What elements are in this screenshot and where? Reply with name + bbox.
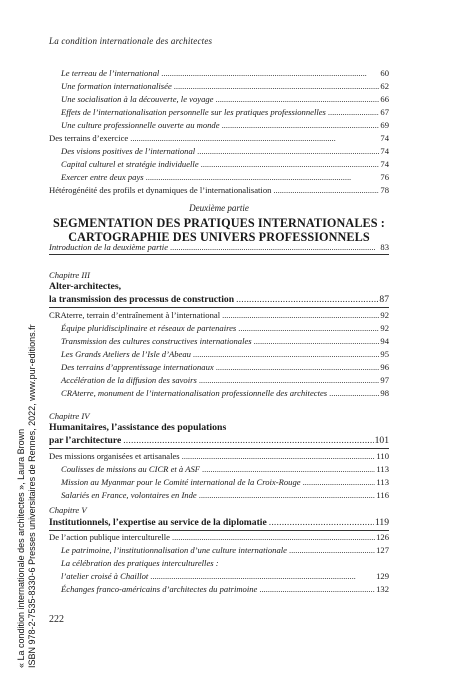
toc-entry[interactable] bbox=[61, 171, 389, 183]
toc-entry-page: 74 bbox=[380, 133, 389, 143]
toc-entry-title: De l’action publique interculturelle bbox=[49, 532, 170, 542]
dot-leader bbox=[273, 184, 379, 196]
toc-entry-page: 126 bbox=[376, 532, 389, 542]
toc-entry-page: 83 bbox=[380, 242, 389, 252]
toc-entry[interactable] bbox=[61, 119, 389, 131]
side-credit bbox=[16, 324, 60, 668]
toc-entry-title: Accélération de la diffusion des savoirs bbox=[61, 375, 197, 385]
toc-entry-title: Salariés en France, volontaires en Inde bbox=[61, 490, 197, 500]
toc-entry[interactable] bbox=[61, 387, 389, 399]
dot-leader bbox=[328, 106, 380, 118]
side-credit-line: « La condition internationale des architectes », Laura Brown bbox=[16, 428, 26, 668]
toc-entry-title: Les Grands Ateliers de l’Isle d’Abeau bbox=[61, 349, 191, 359]
toc-entry-page: 74 bbox=[380, 146, 389, 156]
dot-leader bbox=[146, 171, 380, 183]
toc-entry[interactable] bbox=[61, 67, 389, 79]
dot-leader bbox=[172, 531, 375, 543]
chapter-title: la transmission des processus de construction bbox=[49, 294, 235, 305]
toc-entry[interactable] bbox=[61, 361, 389, 373]
toc-entry[interactable] bbox=[49, 241, 389, 253]
toc-entry[interactable] bbox=[61, 80, 389, 92]
toc-entry-page: 60 bbox=[380, 68, 389, 78]
toc-entry[interactable] bbox=[49, 309, 389, 321]
toc-entry-page: 127 bbox=[376, 545, 389, 555]
toc-entry-page: 94 bbox=[380, 336, 389, 346]
divider bbox=[49, 307, 389, 308]
toc-entry-title: Une socialisation à la découverte, le voyage bbox=[61, 94, 214, 104]
side-credit-line: ISBN 978-2-7535-8330-6 Presses universitaires de Rennes, 2022, www.pur-editions.fr bbox=[27, 324, 37, 668]
toc-entry-page: 87 bbox=[379, 294, 389, 305]
toc-entry-title: Échanges franco-américains d’architectes du patrimoine bbox=[61, 584, 258, 594]
divider bbox=[49, 448, 389, 449]
toc-entry-page: 69 bbox=[380, 120, 389, 130]
toc-entry-page: 95 bbox=[380, 349, 389, 359]
dot-leader bbox=[201, 158, 380, 170]
toc-entry-title: Le terreau de l’international bbox=[61, 68, 160, 78]
toc-entry-page: 132 bbox=[376, 584, 389, 594]
dot-leader bbox=[236, 294, 378, 306]
toc-entry[interactable] bbox=[49, 450, 389, 462]
toc-entry[interactable] bbox=[61, 583, 389, 595]
toc-entry-title: Des terrains d’apprentissage internationaux bbox=[61, 362, 214, 372]
dot-leader bbox=[150, 570, 375, 582]
toc-entry-title: Capital culturel et stratégie individuelle bbox=[61, 159, 199, 169]
toc-entry[interactable] bbox=[61, 106, 389, 118]
toc-entry-page: 98 bbox=[380, 388, 389, 398]
toc-entry-title: Des terrains d’exercice bbox=[49, 133, 129, 143]
toc-entry-title: Effets de l’internationalisation personnelle sur les pratiques professionnelles bbox=[61, 107, 326, 117]
dot-leader bbox=[329, 387, 379, 399]
toc-entry-page: 113 bbox=[376, 477, 389, 487]
chapter-title: Alter-architectes, bbox=[49, 281, 122, 292]
toc-entry-title: Mission au Myanmar pour le Comité international de la Croix-Rouge bbox=[61, 477, 301, 487]
toc-entry[interactable] bbox=[61, 374, 389, 386]
toc-entry-page: 92 bbox=[380, 323, 389, 333]
part-label: Deuxième partie bbox=[189, 203, 249, 213]
toc-entry[interactable] bbox=[61, 93, 389, 105]
toc-entry[interactable] bbox=[61, 145, 389, 157]
toc-entry-page: 110 bbox=[376, 451, 389, 461]
toc-entry[interactable] bbox=[49, 294, 389, 306]
dot-leader bbox=[259, 583, 375, 595]
toc-entry-title: Transmission des cultures constructives internationales bbox=[61, 336, 252, 346]
toc-entry-page: 74 bbox=[380, 159, 389, 169]
toc-entry-page: 116 bbox=[376, 490, 389, 500]
part-title bbox=[49, 216, 389, 244]
dot-leader bbox=[238, 322, 379, 334]
dot-leader bbox=[130, 132, 379, 144]
toc-entry-page: 119 bbox=[374, 517, 389, 528]
toc-entry-title: CRAterre, terrain d’entraînement à l’international bbox=[49, 310, 221, 320]
toc-entry-page: 96 bbox=[380, 362, 389, 372]
toc-entry-title: Hétérogénéité des profils et dynamiques de l’internationalisation bbox=[49, 185, 272, 195]
dot-leader bbox=[202, 463, 375, 475]
toc-entry[interactable] bbox=[61, 570, 389, 582]
dot-leader bbox=[289, 544, 375, 556]
dot-leader bbox=[222, 309, 379, 321]
toc-entry[interactable] bbox=[61, 335, 389, 347]
chapter-title: Humanitaires, l’assistance des populations bbox=[49, 422, 227, 433]
dot-leader bbox=[170, 241, 379, 253]
toc-entry-page: 62 bbox=[380, 81, 389, 91]
dot-leader bbox=[216, 93, 380, 105]
dot-leader bbox=[254, 335, 380, 347]
toc-entry-title: Des missions organisées et artisanales bbox=[49, 451, 180, 461]
toc-entry[interactable] bbox=[49, 517, 389, 529]
chapter-label: Chapitre IV bbox=[49, 411, 90, 421]
dot-leader bbox=[216, 361, 380, 373]
toc-entry-title: CRAterre, monument de l’internationalisation professionnelle des architectes bbox=[61, 388, 328, 398]
dot-leader bbox=[199, 489, 376, 501]
divider bbox=[49, 254, 389, 255]
toc-entry-title: Une culture professionnelle ouverte au monde bbox=[61, 120, 220, 130]
toc-entry-title: La célébration des pratiques interculturelles : bbox=[61, 558, 219, 568]
toc-entry-page: 76 bbox=[380, 172, 389, 182]
toc-entry-page: 67 bbox=[380, 107, 389, 117]
toc-entry-page: 101 bbox=[374, 435, 389, 446]
dot-leader bbox=[199, 374, 380, 386]
toc-entry[interactable] bbox=[49, 184, 389, 196]
toc-entry-title: Des visions positives de l’international bbox=[61, 146, 196, 156]
toc-entry[interactable] bbox=[49, 132, 389, 144]
dot-leader bbox=[222, 119, 380, 131]
dot-leader bbox=[193, 348, 379, 360]
toc-entry-page: 66 bbox=[380, 94, 389, 104]
toc-entry[interactable] bbox=[61, 476, 389, 488]
chapter-label: Chapitre V bbox=[49, 505, 87, 515]
chapter-label: Chapitre III bbox=[49, 270, 90, 280]
part-title-line: SEGMENTATION DES PRATIQUES INTERNATIONALES : bbox=[53, 216, 385, 230]
running-head: La condition internationale des architectes bbox=[49, 36, 213, 46]
toc-entry-title: l’atelier croisé à Chaillot bbox=[61, 571, 149, 581]
toc-entry[interactable] bbox=[61, 348, 389, 360]
dot-leader bbox=[123, 435, 373, 447]
toc-entry-title: Équipe pluridisciplinaire et réseaux de partenaires bbox=[61, 323, 237, 333]
toc-entry-page: 97 bbox=[380, 375, 389, 385]
toc-entry-title: Coulisses de missions au CICR et à ASF bbox=[61, 464, 201, 474]
part-title-line: CARTOGRAPHIE DES UNIVERS PROFESSIONNELS bbox=[68, 230, 370, 244]
toc-entry-page: 78 bbox=[380, 185, 389, 195]
dot-leader bbox=[161, 67, 379, 79]
toc-entry-title: Le patrimoine, l’institutionnalisation d’une culture internationale bbox=[61, 545, 287, 555]
toc-entry-page: 92 bbox=[380, 310, 389, 320]
toc-entry[interactable] bbox=[49, 435, 389, 447]
dot-leader bbox=[303, 476, 376, 488]
chapter-title: par l’architecture bbox=[49, 435, 122, 446]
toc-entry[interactable] bbox=[61, 463, 389, 475]
toc-entry[interactable] bbox=[61, 322, 389, 334]
chapter-title: Institutionnels, l’expertise au service de la diplomatie bbox=[49, 517, 267, 528]
toc-entry-page: 113 bbox=[376, 464, 389, 474]
dot-leader bbox=[269, 517, 374, 529]
toc-entry-title: Introduction de la deuxième partie bbox=[49, 242, 169, 252]
toc-entry[interactable] bbox=[61, 544, 389, 556]
toc-entry[interactable] bbox=[61, 158, 389, 170]
toc-entry-title: Exercer entre deux pays bbox=[61, 172, 144, 182]
dot-leader bbox=[182, 450, 376, 462]
dot-leader bbox=[174, 80, 380, 92]
toc-entry-title: Une formation internationalisée bbox=[61, 81, 172, 91]
toc-entry[interactable] bbox=[61, 489, 389, 501]
toc-entry-page: 129 bbox=[376, 571, 389, 581]
page-number: 222 bbox=[49, 614, 64, 625]
toc-entry[interactable] bbox=[49, 531, 389, 543]
dot-leader bbox=[197, 145, 379, 157]
